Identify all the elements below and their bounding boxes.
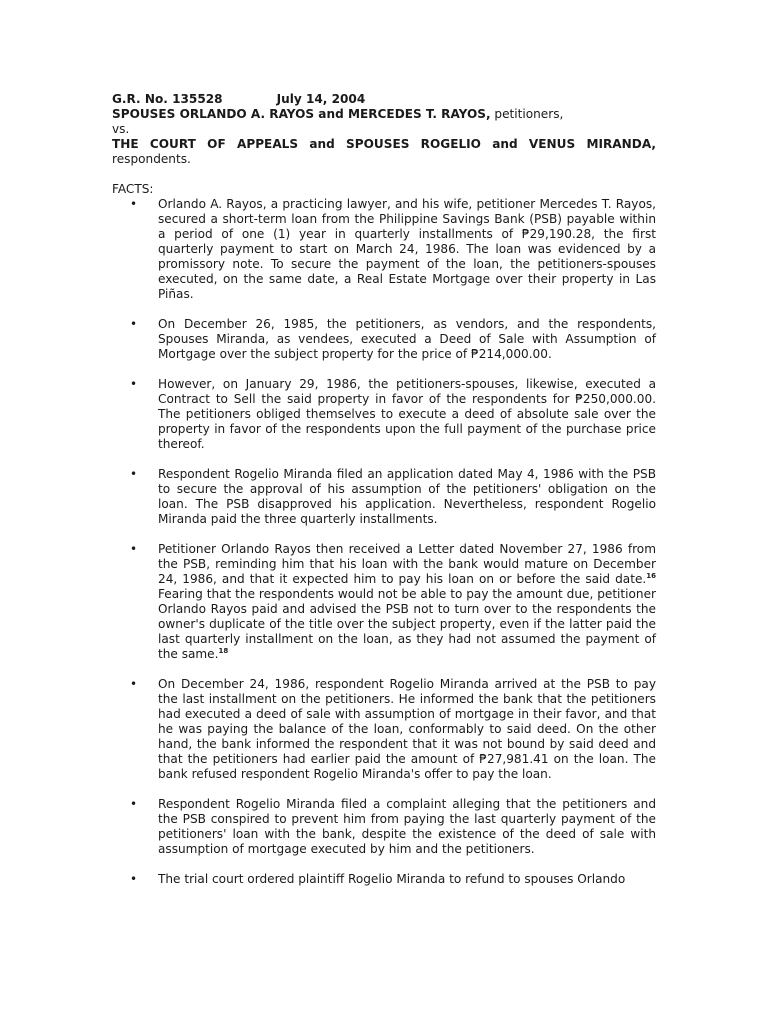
list-item <box>112 872 656 887</box>
fact-text: Orlando A. Rayos, a practicing lawyer, and his wife, petitioner Mercedes T. Rayos, secured a short-term loan from the Philippine Savings Bank (PSB) payable within a period of one (1) year in quarterly installments of ₱29,190.28, the first quarterly payment to start on March 24, 1986. The loan was evidenced by a promissory note. To secure the payment of the loan, the petitioners-spouses executed, on the same date, a Real Estate Mortgage over their property in Las Piñas. <box>158 197 656 301</box>
fact-text: However, on January 29, 1986, the petitioners-spouses, likewise, executed a Contract to Sell the said property in favor of the respondents for ₱250,000.00. The petitioners obliged themselves to execute a deed of absolute sale over the property in favor of the respondents upon the full payment of the purchase price thereof. <box>158 377 656 451</box>
petitioners-label: petitioners, <box>494 107 564 121</box>
case-header-line <box>112 92 656 107</box>
bullet-icon: • <box>130 872 138 886</box>
fact-text: The trial court ordered plaintiff Rogelio Miranda to refund to spouses Orlando <box>158 872 626 886</box>
bullet-icon: • <box>130 377 138 391</box>
footnote-ref[interactable]: 16 <box>646 571 656 580</box>
bullet-icon: • <box>130 542 138 556</box>
gr-number: G.R. No. 135528 <box>112 92 223 106</box>
petitioners-names: SPOUSES ORLANDO A. RAYOS and MERCEDES T. RAYOS, <box>112 107 491 121</box>
petitioners-line <box>112 107 656 122</box>
facts-heading: FACTS: <box>112 182 154 196</box>
fact-text: Respondent Rogelio Miranda filed an application dated May 4, 1986 with the PSB to secure the approval of his assumption of the petitioners' obligation on the loan. The PSB disapproved his application. Nevertheless, respondent Rogelio Miranda paid the three quarterly installments. <box>158 467 656 526</box>
versus-line: vs. <box>112 122 130 136</box>
facts-list <box>112 197 656 887</box>
fact-text-part: Fearing that the respondents would not be able to pay the amount due, petitioner Orlando Rayos paid and advised the PSB not to turn over to the respondents the owner's duplicate of the title over the subject property, even if the latter paid the last quarterly installment on the loan, as they had not assumed the payment of the same. <box>158 587 656 661</box>
document-body <box>112 92 656 902</box>
bullet-icon: • <box>130 797 138 811</box>
bullet-icon: • <box>130 467 138 481</box>
footnote-ref[interactable]: 18 <box>218 646 229 655</box>
list-item <box>112 542 656 662</box>
list-item <box>112 797 656 857</box>
fact-text: On December 24, 1986, respondent Rogelio Miranda arrived at the PSB to pay the last installment on the petitioners. He informed the bank that the petitioners had executed a deed of sale with assumption of mortgage in their favor, and that he was paying the balance of the loan, conformably to said deed. On the other hand, the bank informed the respondent that it was not bound by said deed and that the petitioners had earlier paid the amount of ₱27,981.41 on the loan. The bank refused respondent Rogelio Miranda's offer to pay the loan. <box>158 677 656 781</box>
fact-text: Respondent Rogelio Miranda filed a complaint alleging that the petitioners and the PSB conspired to prevent him from paying the last quarterly payment of the petitioners' loan with the bank, despite the existence of the deed of sale with assumption of mortgage executed by him and the petitioners. <box>158 797 656 856</box>
fact-text: On December 26, 1985, the petitioners, as vendors, and the respondents, Spouses Miranda, as vendees, executed a Deed of Sale with Assumption of Mortgage over the subject property for the price of ₱214,000.00. <box>158 317 656 361</box>
bullet-icon: • <box>130 197 138 211</box>
bullet-icon: • <box>130 317 138 331</box>
list-item <box>112 377 656 452</box>
list-item <box>112 197 656 302</box>
fact-text <box>158 542 656 662</box>
list-item <box>112 317 656 362</box>
list-item <box>112 467 656 527</box>
list-item <box>112 677 656 782</box>
bullet-icon: • <box>130 677 138 691</box>
respondents-label: respondents. <box>112 152 191 166</box>
decision-date: July 14, 2004 <box>276 92 366 106</box>
fact-text-part: Petitioner Orlando Rayos then received a Letter dated November 27, 1986 from the PSB, reminding him that his loan with the bank would mature on December 24, 1986, and that it expected him to pay his loan on or before the said date. <box>158 542 656 586</box>
respondents-names: THE COURT OF APPEALS and SPOUSES ROGELIO and VENUS MIRANDA, <box>112 137 656 151</box>
